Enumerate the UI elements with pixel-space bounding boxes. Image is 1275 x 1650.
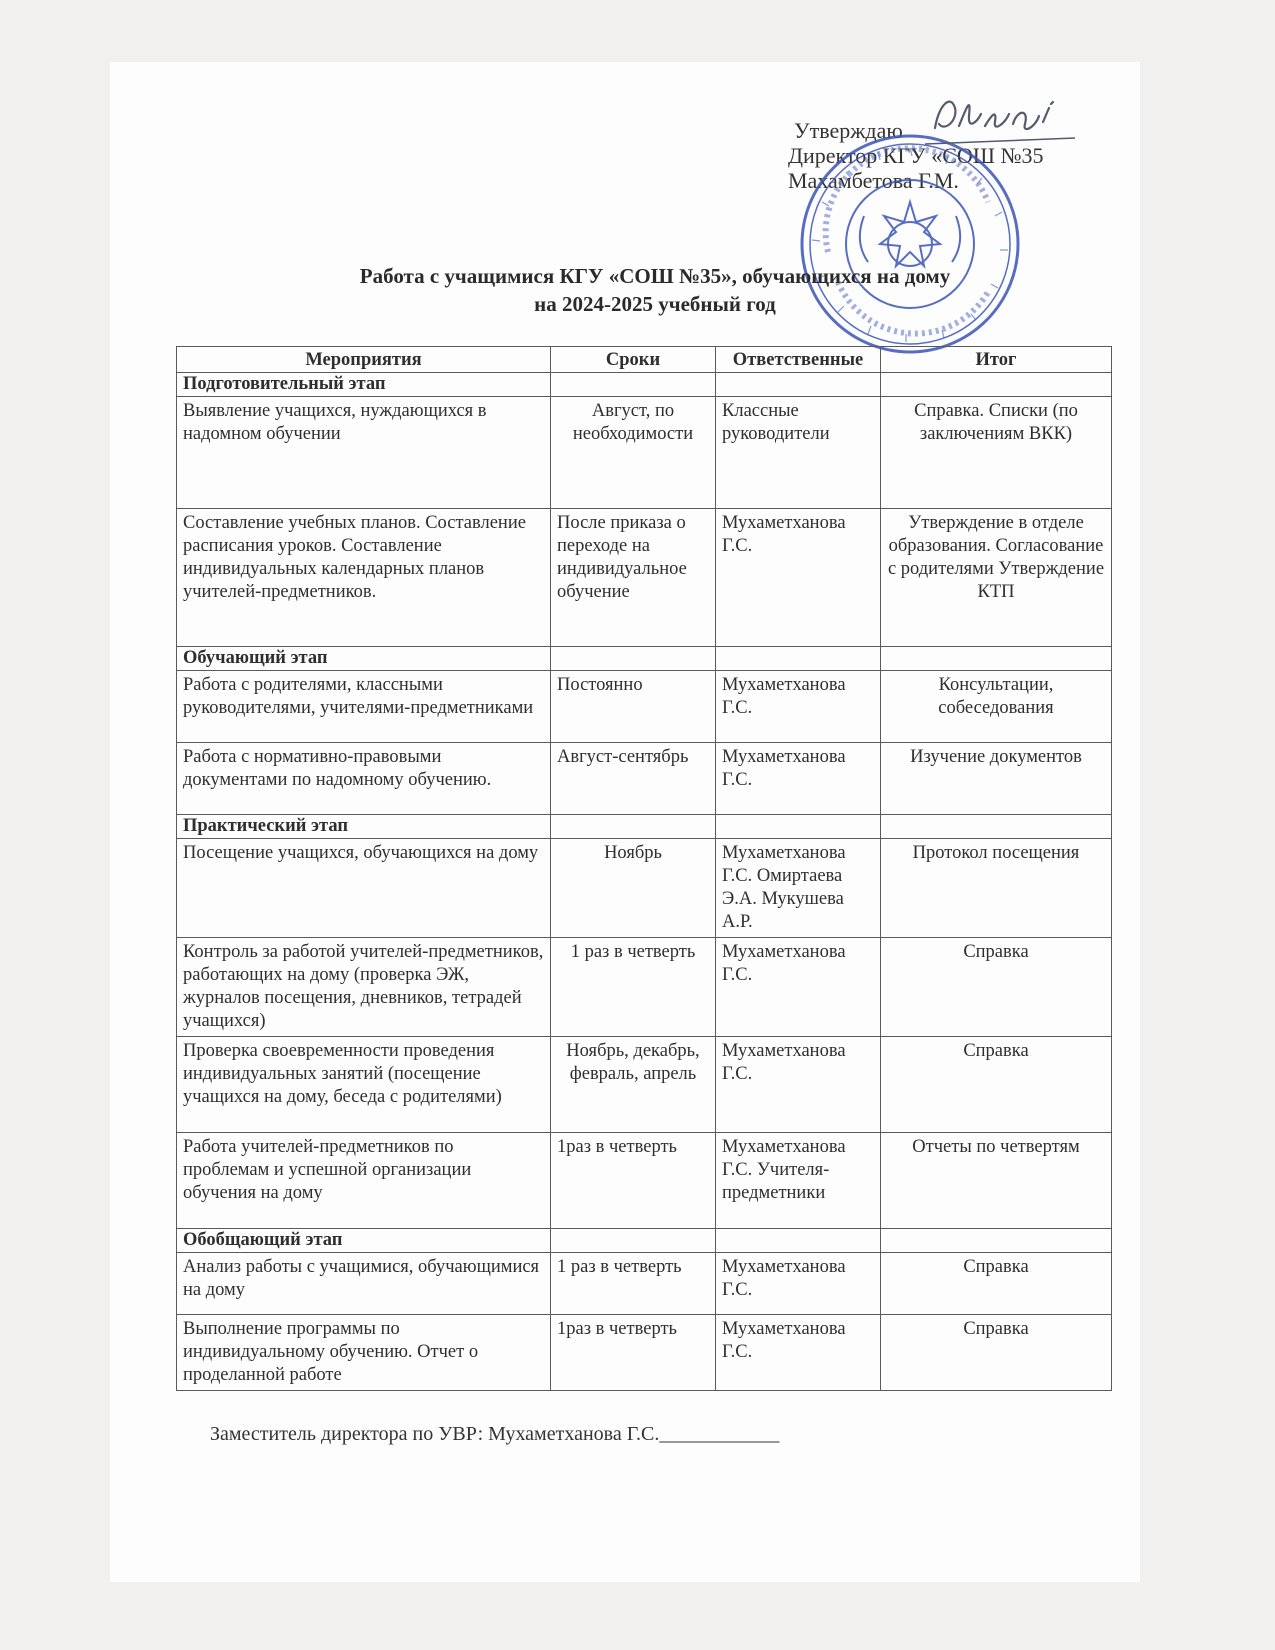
table-row bbox=[177, 1037, 1112, 1133]
school-stamp bbox=[798, 132, 1022, 356]
table-row bbox=[177, 1253, 1112, 1315]
responsible-cell: Мухаметханова Г.С. Учителя-предметники bbox=[716, 1133, 881, 1229]
term-cell: Постоянно bbox=[551, 671, 716, 743]
term-cell: После приказа о переходе на индивидуальное обучение bbox=[551, 509, 716, 647]
term-cell: 1раз в четверть bbox=[551, 1133, 716, 1229]
stage-row-learning bbox=[177, 647, 1112, 671]
responsible-cell: Мухаметханова Г.С. bbox=[716, 509, 881, 647]
event-cell: Работа с нормативно-правовыми документами по надомному обучению. bbox=[177, 743, 551, 815]
result-cell: Утверждение в отделе образования. Согласование с родителями Утверждение КТП bbox=[881, 509, 1112, 647]
result-cell: Отчеты по четвертям bbox=[881, 1133, 1112, 1229]
result-cell: Изучение документов bbox=[881, 743, 1112, 815]
result-cell: Протокол посещения bbox=[881, 839, 1112, 938]
header-result: Итог bbox=[881, 347, 1112, 373]
document-title bbox=[180, 262, 1130, 318]
table-row bbox=[177, 743, 1112, 815]
term-cell: 1раз в четверть bbox=[551, 1315, 716, 1391]
table-row bbox=[177, 839, 1112, 938]
stage-row-preparatory bbox=[177, 373, 1112, 397]
deputy-director-signature-line: Заместитель директора по УВР: Мухаметханова Г.С.____________ bbox=[210, 1423, 780, 1445]
responsible-cell: Мухаметханова Г.С. bbox=[716, 743, 881, 815]
event-cell: Работа учителей-предметников по проблемам и успешной организации обучения на дому bbox=[177, 1133, 551, 1229]
stage-label: Практический этап bbox=[177, 815, 551, 839]
stage-label: Подготовительный этап bbox=[177, 373, 551, 397]
stage-row-practical bbox=[177, 815, 1112, 839]
approval-position: Директор КГУ «СОШ №35 bbox=[788, 143, 1044, 168]
table-row bbox=[177, 509, 1112, 647]
header-responsible: Ответственные bbox=[716, 347, 881, 373]
responsible-cell: Мухаметханова Г.С. bbox=[716, 1253, 881, 1315]
result-cell: Справка bbox=[881, 938, 1112, 1037]
table-header-row bbox=[177, 347, 1112, 373]
term-cell: Ноябрь, декабрь, февраль, апрель bbox=[551, 1037, 716, 1133]
stage-label: Обучающий этап bbox=[177, 647, 551, 671]
event-cell: Выявление учащихся, нуждающихся в надомном обучении bbox=[177, 397, 551, 509]
work-plan-table bbox=[176, 346, 1112, 1391]
header-events: Мероприятия bbox=[177, 347, 551, 373]
stage-row-summary bbox=[177, 1229, 1112, 1253]
event-cell: Выполнение программы по индивидуальному обучению. Отчет о проделанной работе bbox=[177, 1315, 551, 1391]
responsible-cell: Мухаметханова Г.С. bbox=[716, 1037, 881, 1133]
term-cell: Ноябрь bbox=[551, 839, 716, 938]
responsible-cell: Мухаметханова Г.С. bbox=[716, 1315, 881, 1391]
table-row bbox=[177, 1133, 1112, 1229]
event-cell: Составление учебных планов. Составление расписания уроков. Составление индивидуальных календарных планов учителей-предметников. bbox=[177, 509, 551, 647]
title-line-2: на 2024-2025 учебный год bbox=[534, 292, 776, 316]
approval-line: Утверждаю bbox=[794, 118, 903, 143]
term-cell: Август, по необходимости bbox=[551, 397, 716, 509]
term-cell: 1 раз в четверть bbox=[551, 938, 716, 1037]
term-cell: 1 раз в четверть bbox=[551, 1253, 716, 1315]
approval-name: Махамбетова Г.М. bbox=[788, 168, 959, 193]
director-signature bbox=[925, 86, 1075, 156]
result-cell: Консультации, собеседования bbox=[881, 671, 1112, 743]
stage-label: Обобщающий этап bbox=[177, 1229, 551, 1253]
responsible-cell: Мухаметханова Г.С. bbox=[716, 938, 881, 1037]
event-cell: Работа с родителями, классными руководителями, учителями-предметниками bbox=[177, 671, 551, 743]
event-cell: Анализ работы с учащимися, обучающимися на дому bbox=[177, 1253, 551, 1315]
table-row bbox=[177, 1315, 1112, 1391]
title-line-1: Работа с учащимися КГУ «СОШ №35», обучающихся на дому bbox=[359, 264, 951, 288]
result-cell: Справка bbox=[881, 1315, 1112, 1391]
event-cell: Контроль за работой учителей-предметников, работающих на дому (проверка ЭЖ, журналов посещения, дневников, тетрадей учащихся) bbox=[177, 938, 551, 1037]
responsible-cell: Мухаметханова Г.С. bbox=[716, 671, 881, 743]
result-cell: Справка bbox=[881, 1253, 1112, 1315]
table-row bbox=[177, 397, 1112, 509]
table-row bbox=[177, 671, 1112, 743]
result-cell: Справка. Списки (по заключениям ВКК) bbox=[881, 397, 1112, 509]
header-terms: Сроки bbox=[551, 347, 716, 373]
result-cell: Справка bbox=[881, 1037, 1112, 1133]
responsible-cell: Мухаметханова Г.С. Омиртаева Э.А. Мукушева А.Р. bbox=[716, 839, 881, 938]
table-row bbox=[177, 938, 1112, 1037]
event-cell: Посещение учащихся, обучающихся на дому bbox=[177, 839, 551, 938]
term-cell: Август-сентябрь bbox=[551, 743, 716, 815]
event-cell: Проверка своевременности проведения индивидуальных занятий (посещение учащихся на дому, беседа с родителями) bbox=[177, 1037, 551, 1133]
responsible-cell: Классные руководители bbox=[716, 397, 881, 509]
